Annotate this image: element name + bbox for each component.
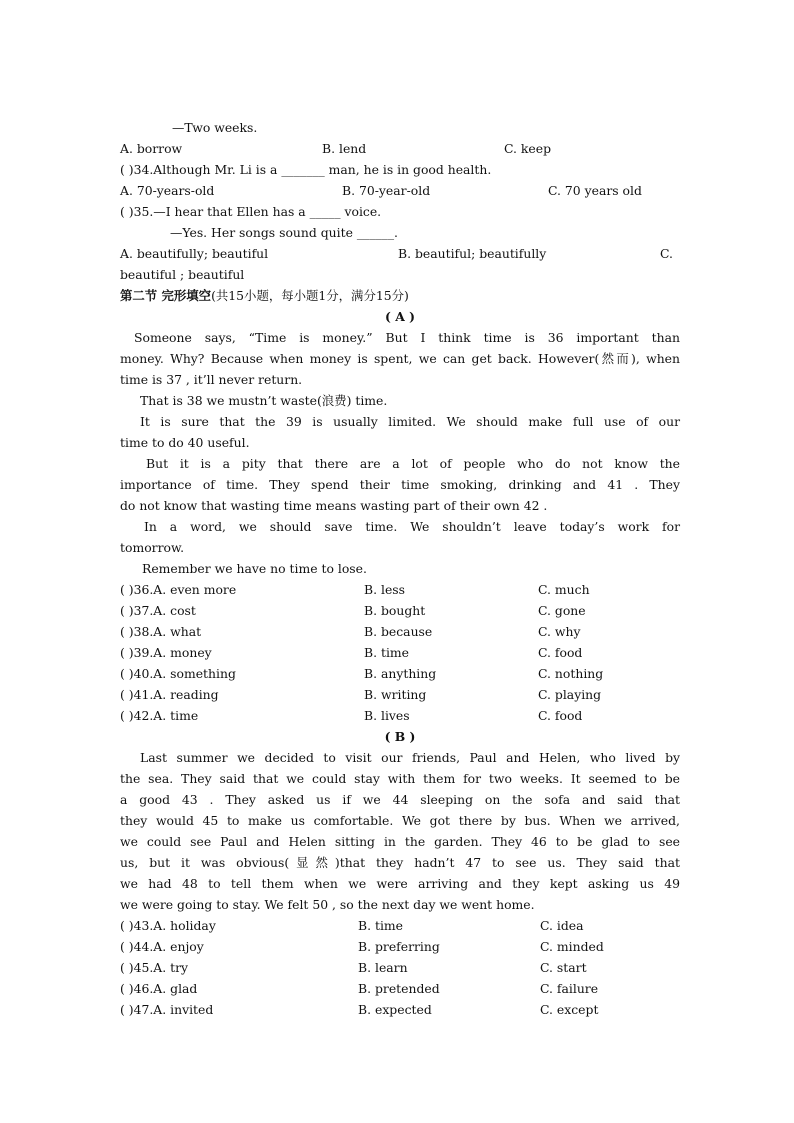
passage-line: we were going to stay. We felt 50 , so the next day we went home. [120, 897, 535, 912]
passage-line: we could see Paul and Helen sitting in the garden. They 46 to be glad to see [120, 834, 680, 849]
passage-label-a: ( A ) [385, 309, 415, 324]
option-c: C. except [540, 1002, 599, 1017]
option-a: A. 70-years-old [120, 183, 215, 198]
question-34: ( )34.Although Mr. Li is a _______ man, he is in good health. [120, 162, 492, 177]
passage-line: a good 43 . They asked us if we 44 sleeping on the sofa and said that [120, 792, 680, 807]
passage-line: time is 37 , it’ll never return. [120, 372, 303, 387]
passage-line: But it is a pity that there are a lot of people who do not know the [146, 456, 680, 471]
question-row [120, 600, 680, 621]
option-b: B. pretended [358, 981, 440, 996]
question-row [120, 936, 680, 957]
passage-line: the sea. They said that we could stay with them for two weeks. It seemed to be [120, 771, 680, 786]
passage-line: do not know that wasting time means wasting part of their own 42 . [120, 498, 548, 513]
option-row-34 [120, 180, 680, 201]
section-note: (共15小题，每小题1分，满分15分) [211, 288, 409, 303]
passage-label-b: ( B ) [384, 729, 416, 744]
option-b: B. time [364, 645, 410, 660]
option-c: C. nothing [538, 666, 604, 681]
question-stem: ( )45.A. try [120, 960, 189, 975]
option-b: B. 70-year-old [342, 183, 431, 198]
question-stem: ( )46.A. glad [120, 981, 198, 996]
option-c: C. start [540, 960, 587, 975]
passage-line: time to do 40 useful. [120, 435, 250, 450]
option-c: C. food [538, 708, 583, 723]
question-row [120, 663, 680, 684]
question-row [120, 705, 680, 726]
option-b: B. learn [358, 960, 408, 975]
passage-line: they would 45 to make us comfortable. We got there by bus. When we arrived, [120, 813, 680, 828]
option-b: B. writing [364, 687, 427, 702]
question-stem: ( )41.A. reading [120, 687, 219, 702]
question-stem: ( )44.A. enjoy [120, 939, 204, 954]
option-a: A. borrow [120, 141, 183, 156]
option-c: C. much [538, 582, 590, 597]
question-row [120, 579, 680, 600]
option-b: B. anything [364, 666, 437, 681]
option-row-35 [120, 243, 680, 264]
passage-line: That is 38 we mustn’t waste(浪费) time. [140, 393, 388, 408]
option-c: C. playing [538, 687, 602, 702]
option-b: B. lives [364, 708, 410, 723]
passage-line: Someone says, “Time is money.” But I think time is 36 important than [134, 330, 680, 345]
passage-line: In a word, we should save time. We shouldn’t leave today’s work for [144, 519, 680, 534]
question-row [120, 978, 680, 999]
option-c: C. food [538, 645, 583, 660]
option-a: A. beautifully; beautiful [120, 246, 269, 261]
option-row-33 [120, 138, 680, 159]
option-b: B. time [358, 918, 404, 933]
question-stem: ( )39.A. money [120, 645, 212, 660]
option-b: B. expected [358, 1002, 432, 1017]
question-stem: ( )47.A. invited [120, 1002, 214, 1017]
question-row [120, 915, 680, 936]
passage-line: It is sure that the 39 is usually limited. We should make full use of our [140, 414, 680, 429]
option-b: B. lend [322, 141, 367, 156]
passage-line: tomorrow. [120, 540, 185, 555]
question-stem: ( )37.A. cost [120, 603, 196, 618]
question-35: ( )35.—I hear that Ellen has a _____ voice. [120, 204, 382, 219]
question-stem: ( )40.A. something [120, 666, 236, 681]
option-c: C. idea [540, 918, 584, 933]
question-list-b [120, 915, 680, 1020]
option-c: C. minded [540, 939, 604, 954]
question-row [120, 642, 680, 663]
option-c: C. keep [504, 141, 552, 156]
option-c: C. gone [538, 603, 586, 618]
passage-line: us, but it was obvious(显然)that they hadn’t 47 to see us. They said that [120, 855, 680, 870]
option-c-text: beautiful ; beautiful [120, 267, 245, 282]
passage-line: Remember we have no time to lose. [142, 561, 367, 576]
option-b: B. preferring [358, 939, 440, 954]
option-c: C. 70 years old [548, 183, 642, 198]
passage-line: money. Why? Because when money is spent, we can get back. However(然而), when [120, 351, 680, 366]
question-row [120, 621, 680, 642]
option-c: C. failure [540, 981, 599, 996]
section-title: 第二节 完形填空 [120, 288, 212, 303]
option-b: B. beautiful; beautifully [398, 246, 547, 261]
dialogue-line: —Yes. Her songs sound quite ______. [170, 225, 398, 240]
passage-line: importance of time. They spend their time smoking, drinking and 41 . They [120, 477, 680, 492]
option-c: C. [660, 246, 673, 261]
dialogue-line: —Two weeks. [172, 120, 258, 135]
passage-line: we had 48 to tell them when we were arriving and they kept asking us 49 [120, 876, 680, 891]
question-stem: ( )36.A. even more [120, 582, 237, 597]
question-row [120, 957, 680, 978]
question-row [120, 684, 680, 705]
option-b: B. because [364, 624, 433, 639]
question-stem: ( )42.A. time [120, 708, 199, 723]
option-b: B. less [364, 582, 405, 597]
question-stem: ( )43.A. holiday [120, 918, 216, 933]
passage-line: Last summer we decided to visit our friends, Paul and Helen, who lived by [140, 750, 680, 765]
option-c: C. why [538, 624, 581, 639]
worksheet-page [120, 117, 680, 1020]
question-row [120, 999, 680, 1020]
question-stem: ( )38.A. what [120, 624, 202, 639]
option-b: B. bought [364, 603, 426, 618]
section-heading [120, 285, 680, 306]
question-list-a [120, 579, 680, 726]
